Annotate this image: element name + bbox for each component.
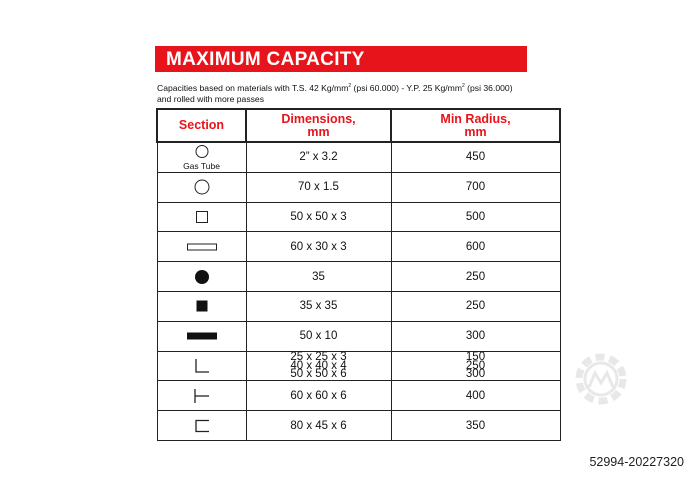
- section-cell: [157, 142, 246, 172]
- note-sup-1: 2: [348, 83, 352, 89]
- dimensions-cell: 60 x 60 x 6: [246, 381, 391, 411]
- dimensions-cell: 35 x 35: [246, 291, 391, 321]
- min-radius-cell: 700: [391, 172, 560, 202]
- header-dimensions: [246, 109, 391, 142]
- section-cell: [157, 232, 246, 262]
- table-row: [157, 142, 560, 172]
- min-radius-cell: [391, 351, 560, 381]
- radius-line: 150: [465, 351, 486, 364]
- t-profile-icon: [194, 389, 210, 403]
- channel-profile-icon: [195, 419, 209, 432]
- min-radius-cell: 600: [391, 232, 560, 262]
- min-radius-cell: 300: [391, 321, 560, 351]
- round-bar-icon: [195, 270, 209, 284]
- section-cell: [157, 262, 246, 292]
- min-radius-cell: 500: [391, 202, 560, 232]
- dimension-line: 40 x 40 x 4: [290, 359, 347, 372]
- header-section: Section: [157, 109, 246, 142]
- note-sup-2: 2: [462, 83, 465, 89]
- dimensions-cell: 50 x 10: [246, 321, 391, 351]
- dimensions-cell: 35: [246, 262, 391, 292]
- round-tube-icon: [194, 180, 209, 195]
- table-row: [157, 172, 560, 202]
- section-cell: [157, 202, 246, 232]
- note-text-line2: and rolled with more passes: [157, 93, 264, 104]
- table-row: [157, 291, 560, 321]
- section-cell: [157, 291, 246, 321]
- capacity-note: [157, 81, 557, 105]
- flat-bar-icon: [187, 333, 217, 340]
- section-label: Gas Tube: [183, 161, 220, 172]
- table-row: [157, 411, 560, 441]
- dimensions-cell: 80 x 45 x 6: [246, 411, 391, 441]
- header-min-radius: [391, 109, 560, 142]
- section-cell: [157, 351, 246, 381]
- header-min-radius-text: Min Radius, mm: [440, 111, 511, 139]
- angle-profile-icon: [195, 359, 209, 373]
- dimensions-cell: 60 x 30 x 3: [246, 232, 391, 262]
- rectangular-tube-icon: [187, 243, 217, 250]
- table-header-row: [157, 109, 560, 142]
- section-cell: [157, 172, 246, 202]
- table-row: [157, 202, 560, 232]
- section-cell: [157, 321, 246, 351]
- dimensions-cell: 50 x 50 x 3: [246, 202, 391, 232]
- square-tube-icon: [196, 211, 208, 223]
- min-radius-cell: 400: [391, 381, 560, 411]
- dimension-line: 50 x 50 x 6: [290, 368, 347, 381]
- section-title-banner: MAXIMUM CAPACITY: [155, 46, 527, 72]
- note-text-2: (psi 60.000) - Y.P. 25 Kg/mm: [351, 82, 462, 93]
- section-cell: [157, 381, 246, 411]
- table-row: [157, 232, 560, 262]
- dimensions-cell: 2” x 3.2: [246, 142, 391, 172]
- round-tube-icon: [195, 145, 208, 158]
- min-radius-cell: 250: [391, 291, 560, 321]
- gear-watermark-icon: [567, 345, 635, 413]
- section-cell: [157, 411, 246, 441]
- note-text-3: (psi 36.000): [464, 82, 513, 93]
- min-radius-cell: 350: [391, 411, 560, 441]
- table-row: [157, 321, 560, 351]
- square-bar-icon: [196, 301, 207, 312]
- dimension-line: 25 x 25 x 3: [290, 351, 347, 364]
- dimensions-cell: [246, 351, 391, 381]
- radius-line: 300: [465, 368, 486, 381]
- capacity-table: [156, 108, 561, 441]
- dimensions-cell: 70 x 1.5: [246, 172, 391, 202]
- note-text-1: Capacities based on materials with T.S. 42 Kg/mm: [157, 82, 349, 93]
- min-radius-cell: 450: [391, 142, 560, 172]
- table-row: [157, 262, 560, 292]
- table-row: [157, 351, 560, 381]
- listing-reference: 52994-20227320: [589, 455, 684, 469]
- header-dimensions-text: Dimensions, mm: [281, 111, 356, 139]
- table-row: [157, 381, 560, 411]
- min-radius-cell: 250: [391, 262, 560, 292]
- radius-line: 250: [465, 359, 486, 372]
